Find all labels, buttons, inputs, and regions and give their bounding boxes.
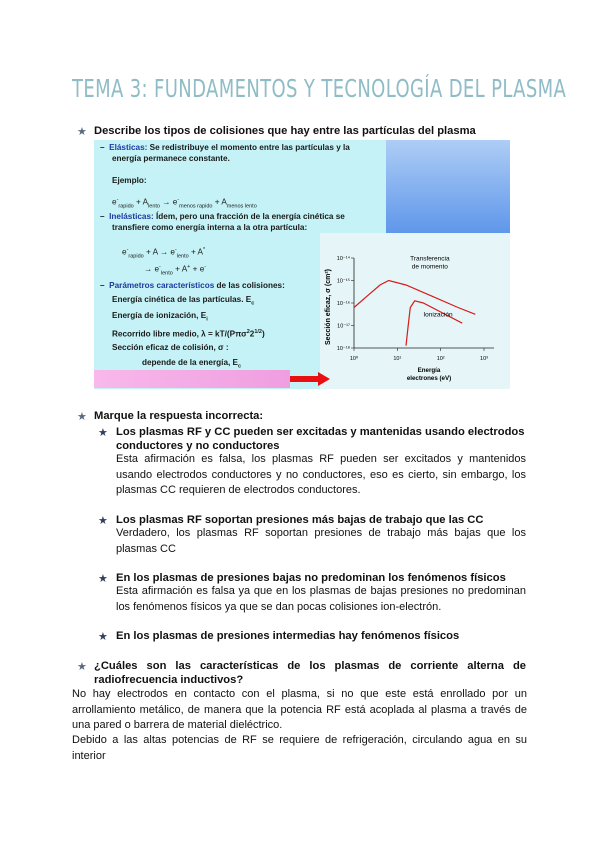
question-3: ¿Cuáles son las características de los plasmas de corriente alterna de radiofrecuencia inductivos? <box>94 660 526 686</box>
param-energia-ionizacion: Energía de ionización, $E_i$ <box>112 311 208 323</box>
series-line-1 <box>354 281 475 315</box>
question-2: Marque la respuesta incorrecta: <box>94 410 264 422</box>
x-axis-label: Energía <box>417 367 441 374</box>
y-tick-label: 10⁻¹⁷ <box>337 323 350 330</box>
x-tick-label: 10⁰ <box>349 356 359 362</box>
option-1-body: Esta afirmación es falsa, los plasmas RF pueden ser excitados y mantenidos usando electrodos conductores y no conductores, eso es cierto, sin embargo, los plasmas CC requieren de electrodos conductores. <box>116 453 526 496</box>
option-1-title: Los plasmas RF y CC pueden ser excitadas y mantenidas usando electrodos conductores y no conductores <box>116 426 525 452</box>
y-tick-label: 10⁻¹⁶ <box>336 301 350 307</box>
equation-3: → $e^-_{lento} + A^+ + e^-$ <box>144 264 207 277</box>
star-bullet-icon: ★ <box>77 126 87 138</box>
parametros-line: – Parámetros característicos de las colisiones: <box>100 281 285 290</box>
page-title: TEMA 3: FUNDAMENTOS Y TECNOLOGÍA DEL PLASMA <box>72 74 567 103</box>
param-seccion-eficaz: Sección eficaz de colisión, σ : <box>112 343 229 352</box>
parametros-label: Parámetros característicos <box>109 281 215 290</box>
option-2-title: Los plasmas RF soportan presiones más bajas de trabajo que las CC <box>116 514 484 526</box>
y-tick-label: 10⁻¹⁴ <box>336 256 350 262</box>
answer-3-paragraph-2: Debido a las altas potencias de RF se requiere de refrigeración, circulando agua en su interior <box>72 734 527 762</box>
x-tick-label: 10¹ <box>393 356 402 362</box>
inelasticas-line-2: transfiere como energía interna a la otra partícula: <box>112 223 308 232</box>
annotation-transferencia: Transferencia <box>410 255 450 263</box>
param-recorrido-libre: Recorrido libre medio, $\lambda = kT/(P\pi\sigma^22^{1/2})$ <box>112 329 265 339</box>
y-tick-label: 10⁻¹⁸ <box>336 346 350 352</box>
slide-gradient-block <box>386 140 510 233</box>
y-tick-label: 10⁻¹⁵ <box>336 278 350 285</box>
equation-1: $e^-_{rapido} + A_{lento} \to e^-_{menos rapido} + A_{menos lento}$ <box>112 197 257 210</box>
x-tick-label: 10² <box>436 356 445 362</box>
cross-section-chart <box>316 250 510 390</box>
annotation-ionizacion: Ionización <box>423 311 453 319</box>
inelasticas-label: Inelásticas: <box>109 212 154 221</box>
y-axis-label: Sección eficaz, σ (cm²) <box>325 269 332 345</box>
star-bullet-icon: ★ <box>77 661 87 673</box>
elasticas-line-2: energía permanece constante. <box>112 154 230 163</box>
param-depende-energia: depende de la energía, $E_c$ <box>142 358 242 370</box>
star-bullet-icon: ★ <box>98 631 108 643</box>
star-bullet-icon: ★ <box>98 515 108 527</box>
slide-image <box>94 140 510 389</box>
x-tick-label: 10³ <box>480 356 488 362</box>
star-bullet-icon: ★ <box>77 411 87 423</box>
option-3-title: En los plasmas de presiones bajas no predominan los fenómenos físicos <box>116 572 506 584</box>
ejemplo-label: Ejemplo: <box>112 176 147 185</box>
elasticas-line: – Elásticas: Se redistribuye el momento entre las partículas y la <box>100 143 350 152</box>
series-line-2 <box>406 301 462 346</box>
x-axis-label-2: electrones (eV) <box>406 375 452 382</box>
elasticas-label: Elásticas: <box>109 143 148 152</box>
param-energia-cinetica: Energía cinética de las partículas. $E_c$ <box>112 295 255 307</box>
star-bullet-icon: ★ <box>98 573 108 585</box>
option-2-body: Verdadero, los plasmas RF soportan presiones de trabajo más bajas que los plasmas CC <box>116 527 526 555</box>
equation-2: $e^-_{rapido} + A \to e^-_{lento} + A^*$ <box>122 247 206 260</box>
option-3-body: Esta afirmación es falsa ya que en los plasmas de bajas presiones no predominan los fenómenos físicos ya que se dan pocas colisiones ion-electrón. <box>116 585 526 613</box>
answer-3-paragraph-1: No hay electrodos en contacto con el plasma, si no que este está enrollado por un arrollamiento metálico, de manera que la potencia RF está acoplada al plasma a través de una pared o barrera de material dieléctrico. <box>72 688 527 731</box>
annotation-de-momento: de momento <box>411 263 448 271</box>
question-1: Describe los tipos de colisiones que hay entre las partículas del plasma <box>94 125 476 137</box>
star-bullet-icon: ★ <box>98 427 108 439</box>
slide-pink-bar <box>94 370 290 388</box>
inelasticas-line: – Inelásticas: Ídem, pero una fracción de la energía cinética se <box>100 212 345 221</box>
option-4-title: En los plasmas de presiones intermedias hay fenómenos físicos <box>116 630 460 642</box>
